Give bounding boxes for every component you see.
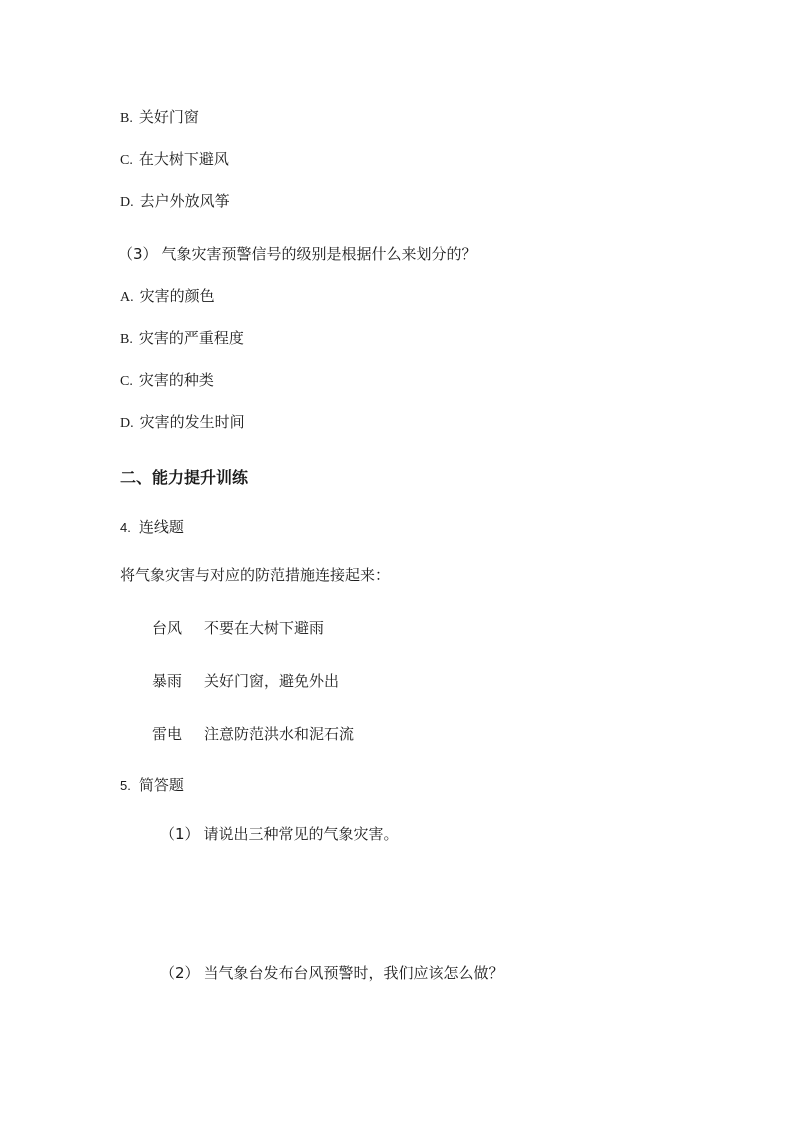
matching-pair	[152, 617, 324, 638]
question-number: 4.	[120, 520, 131, 535]
sub-question-number: （2）	[160, 964, 200, 982]
matching-right: 注意防范洪水和泥石流	[204, 725, 355, 743]
question-number: 5.	[120, 778, 131, 793]
question-title: 简答题	[138, 776, 184, 794]
option-text: 灾害的颜色	[139, 287, 215, 305]
sub-question-2	[160, 962, 504, 983]
option-q3-c	[120, 369, 214, 390]
matching-right: 关好门窗，避免外出	[204, 672, 340, 690]
question-title: 连线题	[138, 518, 184, 536]
option-q2-c	[120, 148, 229, 169]
matching-pair	[152, 670, 339, 691]
option-letter: B.	[120, 111, 133, 126]
matching-left: 暴雨	[152, 672, 183, 690]
sub-question-text: 当气象台发布台风预警时，我们应该怎么做？	[203, 964, 504, 982]
option-letter: D.	[120, 195, 134, 210]
question-text: 气象灾害预警信号的级别是根据什么来划分的？	[161, 245, 477, 263]
question-5-heading	[120, 774, 184, 795]
option-text: 灾害的种类	[138, 371, 214, 389]
sub-question-1	[160, 823, 399, 844]
question-4-instruction: 将气象灾害与对应的防范措施连接起来：	[120, 566, 391, 584]
option-letter: B.	[120, 332, 133, 347]
option-q3-d	[120, 411, 245, 432]
question-3	[118, 243, 477, 264]
option-letter: A.	[120, 290, 134, 305]
option-q3-a	[120, 285, 215, 306]
option-letter: C.	[120, 153, 133, 168]
option-letter: C.	[120, 374, 133, 389]
matching-left: 台风	[152, 619, 183, 637]
matching-right: 不要在大树下避雨	[204, 619, 325, 637]
sub-question-text: 请说出三种常见的气象灾害。	[203, 825, 399, 843]
option-text: 灾害的发生时间	[139, 413, 245, 431]
option-q2-b	[120, 106, 199, 127]
question-4-heading	[120, 516, 184, 537]
option-text: 灾害的严重程度	[138, 329, 244, 347]
option-letter: D.	[120, 416, 134, 431]
option-text: 在大树下避风	[138, 150, 229, 168]
option-text: 去户外放风筝	[139, 192, 230, 210]
matching-pair	[152, 723, 354, 744]
sub-question-number: （1）	[160, 825, 200, 843]
option-q2-d	[120, 190, 230, 211]
question-number: （3）	[118, 245, 158, 263]
option-q3-b	[120, 327, 244, 348]
matching-left: 雷电	[152, 725, 183, 743]
option-text: 关好门窗	[138, 108, 199, 126]
section-title: 二、能力提升训练	[120, 468, 249, 487]
